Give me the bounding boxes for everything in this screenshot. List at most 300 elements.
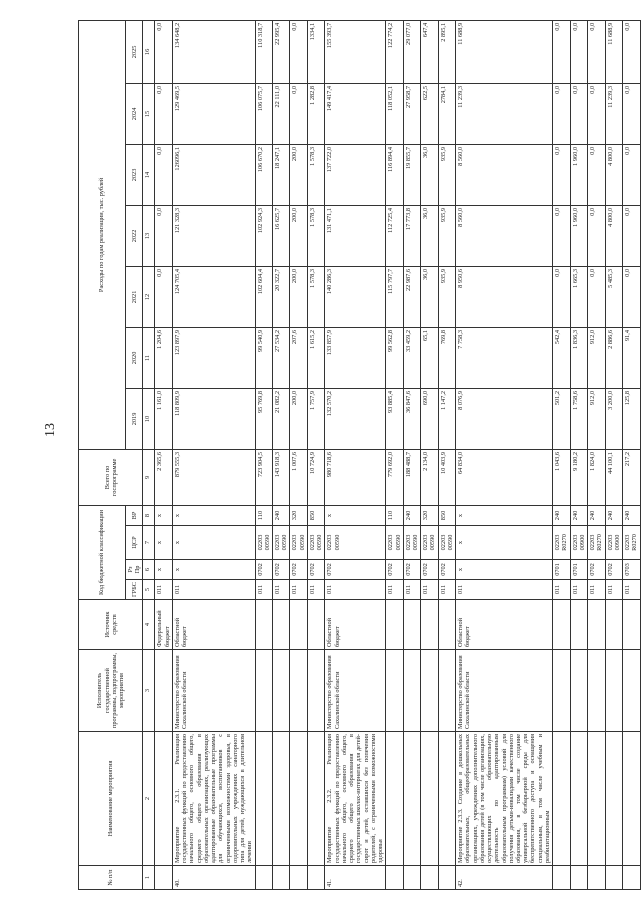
row-number-cell: 40. <box>172 866 255 890</box>
year-2025-amount-cell: 11 688,9 <box>605 20 622 83</box>
total-amount-cell: 10 403,9 <box>438 449 455 505</box>
table-row <box>325 20 386 889</box>
year-2023-amount-cell: 935,9 <box>438 144 455 205</box>
year-2019-amount-cell: 912,0 <box>588 388 605 449</box>
year-2019-amount-cell: 690,0 <box>421 388 438 449</box>
csr-code-cell: 02203 00590 <box>272 526 289 560</box>
year-2021-amount-cell: 0,0 <box>155 266 172 327</box>
year-2019-amount-cell: 93 885,4 <box>386 388 403 449</box>
rzpr-code-cell: 0702 <box>386 560 403 580</box>
activity-name-cell <box>623 732 640 866</box>
table-row <box>307 20 324 889</box>
year-2019-amount-cell: 36 847,6 <box>403 388 420 449</box>
year-2022-amount-cell: 0,0 <box>553 205 570 266</box>
total-amount-cell: 9 180,2 <box>570 449 587 505</box>
header-expenses: Расходы по годам реализации, тыс. рублей <box>79 20 126 449</box>
executor-cell <box>623 650 640 732</box>
year-2023-amount-cell: 0,0 <box>623 144 640 205</box>
year-2021-amount-cell: 0,0 <box>553 266 570 327</box>
year-2024-amount-cell: 11 239,3 <box>605 83 622 144</box>
funding-source-cell <box>553 600 570 650</box>
grbs-code-cell: 011 <box>325 580 386 600</box>
year-2022-amount-cell: 0,0 <box>155 205 172 266</box>
year-2023-amount-cell: 19 855,7 <box>403 144 420 205</box>
header-csr: ЦСР <box>126 526 143 560</box>
executor-cell: Министерство образования Сахалинской области <box>456 650 553 732</box>
header-year: 2024 <box>126 83 143 144</box>
vr-code-cell: 850 <box>438 505 455 525</box>
row-number-cell: 41. <box>325 866 386 890</box>
year-2019-amount-cell: 1 757,9 <box>307 388 324 449</box>
year-2024-amount-cell: 11 239,3 <box>456 83 553 144</box>
grbs-code-cell: 011 <box>623 580 640 600</box>
rzpr-code-cell: 0702 <box>325 560 386 580</box>
csr-code-cell: 02203 00900 <box>570 526 587 560</box>
year-2022-amount-cell: 0,0 <box>623 205 640 266</box>
rzpr-code-cell: 0701 <box>553 560 570 580</box>
column-index-cell: 10 <box>143 388 155 449</box>
column-index-cell: 8 <box>143 505 155 525</box>
budget-table <box>78 20 641 890</box>
year-2022-amount-cell: 112 725,4 <box>386 205 403 266</box>
year-2021-amount-cell: 124 705,4 <box>172 266 255 327</box>
table-row <box>570 20 587 889</box>
year-2025-amount-cell: 11 688,9 <box>456 20 553 83</box>
vr-code-cell: x <box>172 505 255 525</box>
activity-name-cell <box>255 732 272 866</box>
vr-code-cell: 240 <box>588 505 605 525</box>
table-row <box>438 20 455 889</box>
table-row <box>272 20 289 889</box>
year-2022-amount-cell: 36,0 <box>421 205 438 266</box>
vr-code-cell: 850 <box>307 505 324 525</box>
funding-source-cell <box>255 600 272 650</box>
year-2019-amount-cell: 1 147,2 <box>438 388 455 449</box>
table-row <box>623 20 640 889</box>
csr-code-cell: 02203 R0270 <box>588 526 605 560</box>
table-row <box>605 20 622 889</box>
row-number-cell <box>155 866 172 890</box>
year-2021-amount-cell: 0,0 <box>623 266 640 327</box>
vr-code-cell: x <box>456 505 553 525</box>
grbs-code-cell: 011 <box>553 580 570 600</box>
rotated-table-container <box>78 20 639 890</box>
table-row <box>588 20 605 889</box>
header-rzpr: Рз Пр <box>126 560 143 580</box>
executor-cell <box>155 650 172 732</box>
csr-code-cell: 02203 00590 <box>386 526 403 560</box>
vr-code-cell: 320 <box>290 505 307 525</box>
table-row <box>386 20 403 889</box>
csr-code-cell: 02203 00590 <box>255 526 272 560</box>
executor-cell: Министерство образования Сахалинской области <box>325 650 386 732</box>
year-2020-amount-cell: 769,8 <box>438 327 455 388</box>
vr-code-cell: 110 <box>386 505 403 525</box>
rzpr-code-cell: x <box>172 560 255 580</box>
year-2021-amount-cell: 0,0 <box>588 266 605 327</box>
csr-code-cell: 02203 00590 <box>325 526 386 560</box>
year-2020-amount-cell: 33 459,2 <box>403 327 420 388</box>
year-2020-amount-cell: 207,6 <box>290 327 307 388</box>
row-number-cell <box>255 866 272 890</box>
year-2020-amount-cell: 2 886,6 <box>605 327 622 388</box>
year-2023-amount-cell: 137 722,0 <box>325 144 386 205</box>
year-2024-amount-cell: 0,0 <box>588 83 605 144</box>
year-2025-amount-cell: 22 995,4 <box>272 20 289 83</box>
year-2022-amount-cell: 200,0 <box>290 205 307 266</box>
row-number-cell <box>403 866 420 890</box>
year-2019-amount-cell: 21 082,2 <box>272 388 289 449</box>
year-2023-amount-cell: 4 800,0 <box>605 144 622 205</box>
header-name: Наименование мероприятия <box>79 732 143 866</box>
column-index-cell: 14 <box>143 144 155 205</box>
rzpr-code-cell: x <box>155 560 172 580</box>
funding-source-cell <box>386 600 403 650</box>
year-2025-amount-cell: 0,0 <box>588 20 605 83</box>
column-index-cell: 11 <box>143 327 155 388</box>
funding-source-cell: Областной бюджет <box>325 600 386 650</box>
year-2020-amount-cell: 27 534,2 <box>272 327 289 388</box>
table-header <box>79 20 155 889</box>
year-2024-amount-cell: 0,0 <box>553 83 570 144</box>
row-number-cell <box>553 866 570 890</box>
year-2024-amount-cell: 0,0 <box>290 83 307 144</box>
total-amount-cell: 44 100,1 <box>605 449 622 505</box>
vr-code-cell: 240 <box>553 505 570 525</box>
year-2020-amount-cell: 1 204,6 <box>155 327 172 388</box>
funding-source-cell <box>605 600 622 650</box>
year-2022-amount-cell: 131 471,1 <box>325 205 386 266</box>
table-row <box>456 20 553 889</box>
row-number-cell <box>605 866 622 890</box>
total-amount-cell: 10 724,9 <box>307 449 324 505</box>
rzpr-code-cell: 0702 <box>272 560 289 580</box>
rzpr-code-cell: 0702 <box>605 560 622 580</box>
grbs-code-cell: 011 <box>272 580 289 600</box>
year-2024-amount-cell: 2784,1 <box>438 83 455 144</box>
executor-cell <box>605 650 622 732</box>
grbs-code-cell: 011 <box>570 580 587 600</box>
year-2021-amount-cell: 20 322,7 <box>272 266 289 327</box>
total-amount-cell: 779 692,0 <box>386 449 403 505</box>
rzpr-code-cell: 0701 <box>570 560 587 580</box>
year-2019-amount-cell: 3 200,0 <box>605 388 622 449</box>
total-amount-cell: 879 555,3 <box>172 449 255 505</box>
executor-cell <box>570 650 587 732</box>
rzpr-code-cell: x <box>456 560 553 580</box>
executor-cell <box>272 650 289 732</box>
year-2025-amount-cell: 155 393,7 <box>325 20 386 83</box>
header-year: 2023 <box>126 144 143 205</box>
rzpr-code-cell: 0702 <box>421 560 438 580</box>
row-number-cell <box>386 866 403 890</box>
column-index-cell: 13 <box>143 205 155 266</box>
year-2022-amount-cell: 17 773,8 <box>403 205 420 266</box>
funding-source-cell <box>421 600 438 650</box>
year-2024-amount-cell: 149 417,4 <box>325 83 386 144</box>
row-number-cell <box>588 866 605 890</box>
column-index-cell: 2 <box>143 732 155 866</box>
funding-source-cell: Областной бюджет <box>456 600 553 650</box>
year-2020-amount-cell: 1 836,3 <box>570 327 587 388</box>
year-2022-amount-cell: 16 625,7 <box>272 205 289 266</box>
year-2024-amount-cell: 106 075,7 <box>255 83 272 144</box>
year-2021-amount-cell: 140 286,3 <box>325 266 386 327</box>
year-2025-amount-cell: 0,0 <box>155 20 172 83</box>
year-2025-amount-cell: 0,0 <box>570 20 587 83</box>
total-amount-cell: 1 007,6 <box>290 449 307 505</box>
executor-cell <box>403 650 420 732</box>
vr-code-cell: 320 <box>421 505 438 525</box>
year-2024-amount-cell: 129 469,5 <box>172 83 255 144</box>
funding-source-cell: Областной бюджет <box>172 600 255 650</box>
table-row <box>155 20 172 889</box>
total-amount-cell: 980 718,6 <box>325 449 386 505</box>
header-year: 2020 <box>126 327 143 388</box>
grbs-code-cell: 011 <box>403 580 420 600</box>
header-no: № п/п <box>79 866 143 890</box>
executor-cell <box>438 650 455 732</box>
year-2023-amount-cell: 0,0 <box>155 144 172 205</box>
year-2025-amount-cell: 0,0 <box>623 20 640 83</box>
activity-name-cell <box>386 732 403 866</box>
year-2022-amount-cell: 121 328,3 <box>172 205 255 266</box>
vr-code-cell: x <box>155 505 172 525</box>
csr-code-cell: 02203 00900 <box>605 526 622 560</box>
year-2024-amount-cell: 1 282,8 <box>307 83 324 144</box>
year-2021-amount-cell: 1 578,3 <box>307 266 324 327</box>
year-2025-amount-cell: 1334,1 <box>307 20 324 83</box>
year-2019-amount-cell: 132 570,2 <box>325 388 386 449</box>
activity-name-cell <box>290 732 307 866</box>
year-2023-amount-cell: 0,0 <box>588 144 605 205</box>
rzpr-code-cell: 0702 <box>403 560 420 580</box>
year-2021-amount-cell: 22 987,6 <box>403 266 420 327</box>
total-amount-cell: 217,2 <box>623 449 640 505</box>
header-budget-class: Код бюджетной классификации <box>79 505 126 599</box>
csr-code-cell: 02203 R0270 <box>623 526 640 560</box>
column-index-cell: 12 <box>143 266 155 327</box>
funding-source-cell <box>623 600 640 650</box>
total-amount-cell: 188 488,7 <box>403 449 420 505</box>
total-amount-cell: 143 918,3 <box>272 449 289 505</box>
grbs-code-cell: 011 <box>307 580 324 600</box>
activity-name-cell <box>403 732 420 866</box>
year-2020-amount-cell: 91,4 <box>623 327 640 388</box>
csr-code-cell: x <box>155 526 172 560</box>
csr-code-cell: x <box>172 526 255 560</box>
header-source: Источник средств <box>79 600 143 650</box>
activity-name-cell <box>553 732 570 866</box>
rzpr-code-cell: 0702 <box>588 560 605 580</box>
year-2020-amount-cell: 99 540,9 <box>255 327 272 388</box>
table-body <box>155 20 640 889</box>
header-executor: Исполнитель государственной программы, подпрограммы, мероприятия <box>79 650 143 732</box>
csr-code-cell: x <box>456 526 553 560</box>
year-2024-amount-cell: 0,0 <box>623 83 640 144</box>
column-index-cell: 6 <box>143 560 155 580</box>
column-index-cell: 5 <box>143 580 155 600</box>
total-amount-cell: 1 824,0 <box>588 449 605 505</box>
row-number-cell: 42. <box>456 866 553 890</box>
vr-code-cell: 240 <box>605 505 622 525</box>
executor-cell <box>421 650 438 732</box>
rzpr-code-cell: 0702 <box>290 560 307 580</box>
csr-code-cell: 02203 00590 <box>307 526 324 560</box>
executor-cell: Министерство образования Сахалинской области <box>172 650 255 732</box>
year-2025-amount-cell: 2 895,1 <box>438 20 455 83</box>
year-2025-amount-cell: 110 318,7 <box>255 20 272 83</box>
year-2021-amount-cell: 102 604,4 <box>255 266 272 327</box>
year-2020-amount-cell: 123 897,9 <box>172 327 255 388</box>
header-grbs: ГРБС <box>126 580 143 600</box>
funding-source-cell <box>307 600 324 650</box>
row-number-cell <box>272 866 289 890</box>
total-amount-cell: 2 134,0 <box>421 449 438 505</box>
executor-cell <box>307 650 324 732</box>
year-2025-amount-cell: 134 648,2 <box>172 20 255 83</box>
funding-source-cell <box>438 600 455 650</box>
vr-code-cell: 240 <box>570 505 587 525</box>
year-2025-amount-cell: 122 774,2 <box>386 20 403 83</box>
vr-code-cell: 240 <box>623 505 640 525</box>
year-2022-amount-cell: 102 924,3 <box>255 205 272 266</box>
table-row <box>403 20 420 889</box>
year-2023-amount-cell: 0,0 <box>553 144 570 205</box>
executor-cell <box>553 650 570 732</box>
year-2019-amount-cell: 1 161,0 <box>155 388 172 449</box>
row-number-cell <box>438 866 455 890</box>
grbs-code-cell: 011 <box>605 580 622 600</box>
activity-name-cell <box>588 732 605 866</box>
activity-name-cell <box>421 732 438 866</box>
executor-cell <box>255 650 272 732</box>
funding-source-cell <box>570 600 587 650</box>
year-2025-amount-cell: 29 077,0 <box>403 20 420 83</box>
year-2020-amount-cell: 65,1 <box>421 327 438 388</box>
funding-source-cell <box>272 600 289 650</box>
year-2022-amount-cell: 935,9 <box>438 205 455 266</box>
year-2021-amount-cell: 200,0 <box>290 266 307 327</box>
funding-source-cell: Федеральный бюджет <box>155 600 172 650</box>
year-2021-amount-cell: 115 797,7 <box>386 266 403 327</box>
grbs-code-cell: 011 <box>456 580 553 600</box>
year-2020-amount-cell: 133 857,9 <box>325 327 386 388</box>
year-2022-amount-cell: 0,0 <box>588 205 605 266</box>
year-2023-amount-cell: 116 894,4 <box>386 144 403 205</box>
activity-name-cell <box>605 732 622 866</box>
year-2020-amount-cell: 542,4 <box>553 327 570 388</box>
vr-code-cell: 110 <box>255 505 272 525</box>
grbs-code-cell: 011 <box>421 580 438 600</box>
table-row <box>172 20 255 889</box>
year-2020-amount-cell: 99 562,8 <box>386 327 403 388</box>
grbs-code-cell: 011 <box>588 580 605 600</box>
csr-code-cell: 02203 00590 <box>438 526 455 560</box>
row-number-cell <box>623 866 640 890</box>
year-2021-amount-cell: 1 665,3 <box>570 266 587 327</box>
total-amount-cell: 2 365,6 <box>155 449 172 505</box>
year-2023-amount-cell: 126096,1 <box>172 144 255 205</box>
header-vr: ВР <box>126 505 143 525</box>
column-index-row <box>143 20 155 889</box>
year-2025-amount-cell: 647,4 <box>421 20 438 83</box>
column-index-cell: 7 <box>143 526 155 560</box>
year-2025-amount-cell: 0,0 <box>553 20 570 83</box>
grbs-code-cell: 011 <box>290 580 307 600</box>
rzpr-code-cell: 0702 <box>255 560 272 580</box>
year-2019-amount-cell: 125,8 <box>623 388 640 449</box>
year-2019-amount-cell: 95 769,8 <box>255 388 272 449</box>
rzpr-code-cell: 0702 <box>438 560 455 580</box>
executor-cell <box>290 650 307 732</box>
activity-name-cell: Мероприятие 2.3.1. Реализация государственных функций по предоставлению начального общего, основного общего, среднего общего образования в образовательных организациях, реализующих адаптированные образовательные программы для обучающихся, воспитанников с ограниченными возможностями здоровья, в оздоровительных учреждениях санаторного типа для детей, нуждающихся в длительном лечении <box>172 732 255 866</box>
activity-name-cell <box>570 732 587 866</box>
year-2024-amount-cell: 22 111,0 <box>272 83 289 144</box>
grbs-code-cell: 011 <box>386 580 403 600</box>
year-2023-amount-cell: 200,0 <box>290 144 307 205</box>
year-2024-amount-cell: 27 958,7 <box>403 83 420 144</box>
funding-source-cell <box>290 600 307 650</box>
row-number-cell <box>307 866 324 890</box>
column-index-cell: 16 <box>143 20 155 83</box>
row-number-cell <box>421 866 438 890</box>
csr-code-cell: 02203 00590 <box>421 526 438 560</box>
year-2020-amount-cell: 7 758,3 <box>456 327 553 388</box>
row-number-cell <box>290 866 307 890</box>
column-index-cell: 9 <box>143 449 155 505</box>
vr-code-cell: 240 <box>403 505 420 525</box>
year-2023-amount-cell: 1 960,0 <box>570 144 587 205</box>
table-row <box>421 20 438 889</box>
year-2020-amount-cell: 1 615,2 <box>307 327 324 388</box>
header-total: Всего по госпрограмме <box>79 449 143 505</box>
activity-name-cell <box>272 732 289 866</box>
column-index-cell: 3 <box>143 650 155 732</box>
funding-source-cell <box>403 600 420 650</box>
year-2022-amount-cell: 4 800,0 <box>605 205 622 266</box>
rzpr-code-cell: 0702 <box>307 560 324 580</box>
year-2019-amount-cell: 200,0 <box>290 388 307 449</box>
csr-code-cell: 02203 00590 <box>290 526 307 560</box>
year-2020-amount-cell: 912,0 <box>588 327 605 388</box>
funding-source-cell <box>588 600 605 650</box>
year-2024-amount-cell: 622,5 <box>421 83 438 144</box>
year-2019-amount-cell: 8 076,9 <box>456 388 553 449</box>
header-year: 2019 <box>126 388 143 449</box>
year-2022-amount-cell: 1 578,3 <box>307 205 324 266</box>
year-2024-amount-cell: 118 052,1 <box>386 83 403 144</box>
table-row <box>553 20 570 889</box>
vr-code-cell: 240 <box>272 505 289 525</box>
activity-name-cell <box>155 732 172 866</box>
year-2021-amount-cell: 8 950,6 <box>456 266 553 327</box>
column-index-cell: 1 <box>143 866 155 890</box>
column-index-cell: 4 <box>143 600 155 650</box>
header-year: 2025 <box>126 20 143 83</box>
year-2023-amount-cell: 18 247,1 <box>272 144 289 205</box>
activity-name-cell <box>438 732 455 866</box>
year-2019-amount-cell: 118 809,9 <box>172 388 255 449</box>
year-2019-amount-cell: 501,2 <box>553 388 570 449</box>
csr-code-cell: 02203 00590 <box>403 526 420 560</box>
executor-cell <box>386 650 403 732</box>
year-2019-amount-cell: 1 758,6 <box>570 388 587 449</box>
year-2022-amount-cell: 1 960,0 <box>570 205 587 266</box>
activity-name-cell: Мероприятие 2.3.3. Создание в дошкольных образовательных, общеобразовательных организациях, учреждениях дополнительного образования детей (в том числе организациях, осуществляющих образовательную деятельность по адаптированным образовательным программам) условий для получения детьми-инвалидами качественного образования, в том числе создание универсальной безбарьерной среды для беспрепятственного доступа и оснащения специальным, в том числе учебным и реабилитационным <box>456 732 553 866</box>
grbs-code-cell: 011 <box>255 580 272 600</box>
table-row <box>255 20 272 889</box>
